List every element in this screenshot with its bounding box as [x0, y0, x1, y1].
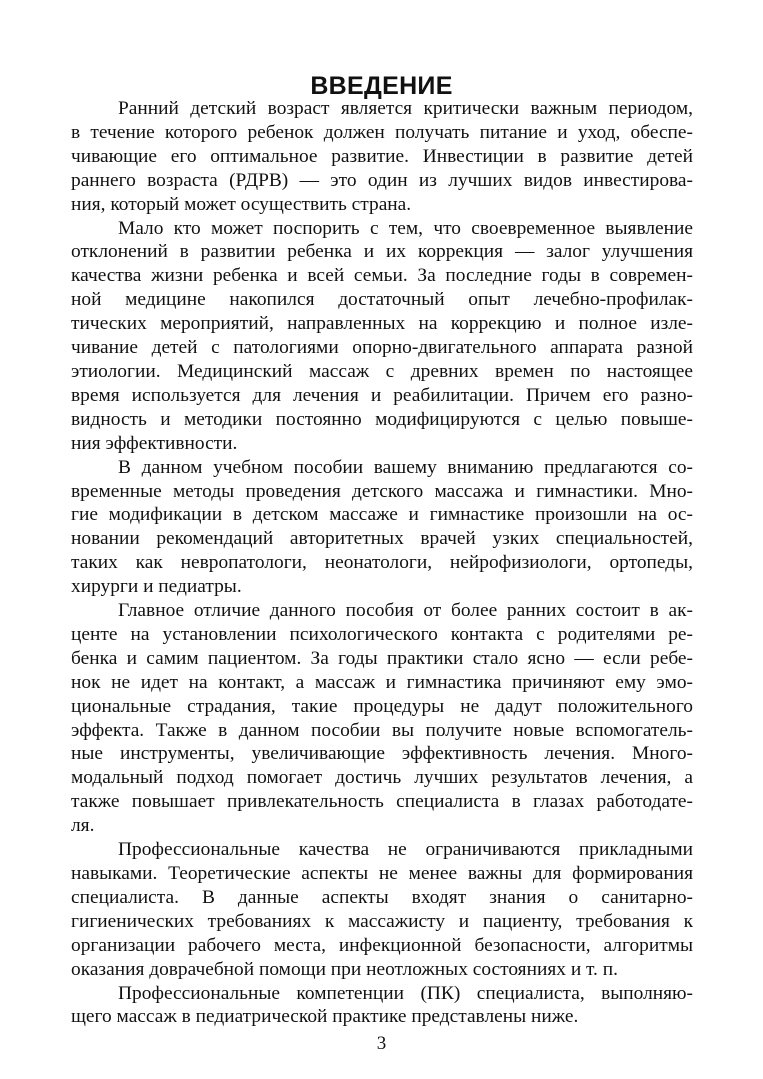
text-line: гие модификации в детском массаже и гимнастике произошли на ос- [71, 504, 693, 526]
text-line: ния эффективности. [71, 432, 238, 454]
paragraph [71, 599, 693, 838]
text-line: новании рекомендаций авторитетных врачей узких специальностей, [71, 528, 693, 550]
text-line: чивание детей с патологиями опорно-двигательного аппарата разной [71, 337, 693, 359]
text-line: специалиста. В данные аспекты входят знания о санитарно- [71, 886, 693, 908]
paragraph [71, 97, 693, 217]
text-line: ные инструменты, увеличивающие эффективность лечения. Много- [71, 743, 693, 765]
text-line: нок не идет на контакт, а массаж и гимнастика причиняют ему эмо- [71, 671, 693, 693]
text-line: отклонений в развитии ребенка и их коррекция — залог улучшения [71, 241, 693, 263]
text-line: В данном учебном пособии вашему вниманию предлагаются со- [118, 456, 693, 478]
text-line: Главное отличие данного пособия от более ранних состоит в ак- [118, 600, 693, 622]
text-line: качества жизни ребенка и всей семьи. За последние годы в современ- [71, 265, 693, 287]
text-line: эффекта. Также в данном пособии вы получите новые вспомогатель- [71, 719, 693, 741]
text-line: таких как невропатологи, неонатологи, нейрофизиологи, ортопеды, [71, 552, 693, 574]
text-line: модальный подход помогает достичь лучших результатов лечения, а [71, 767, 693, 789]
paragraph [71, 982, 693, 1030]
text-line: Профессиональные компетенции (ПК) специалиста, выполняю- [118, 982, 693, 1004]
text-line: ной медицине накопился достаточный опыт лечебно-профилак- [71, 289, 693, 311]
text-line: раннего возраста (РДРВ) — это один из лучших видов инвестирова- [71, 169, 693, 191]
text-line: циональные страдания, такие процедуры не дадут положительного [71, 695, 693, 717]
text-line: в течение которого ребенок должен получать питание и уход, обеспе- [71, 121, 693, 143]
text-line: Ранний детский возраст является критически важным периодом, [118, 98, 693, 119]
text-line: бенка и самим пациентом. За годы практики стало ясно — если ребе- [71, 647, 693, 669]
page-number: 3 [376, 1033, 387, 1054]
text-line: тических мероприятий, направленных на коррекцию и полное изле- [71, 313, 693, 335]
text-line: Мало кто может поспорить с тем, что своевременное выявление [118, 217, 693, 239]
text-line: щего массаж в педиатрической практике представлены ниже. [71, 1006, 579, 1028]
text-line: ля. [71, 815, 95, 837]
text-line: этиологии. Медицинский массаж с древних времен по настоящее [71, 360, 693, 382]
text-line: гигиенических требованиях к массажисту и пациенту, требования к [71, 910, 693, 932]
text-line: навыками. Теоретические аспекты не менее важны для формирования [71, 863, 693, 884]
text-line: Профессиональные качества не ограничиваются прикладными [118, 839, 693, 861]
text-line: чивающие его оптимальное развитие. Инвестиции в развитие детей [71, 145, 693, 167]
paragraph [71, 456, 693, 599]
text-line: организации рабочего места, инфекционной безопасности, алгоритмы [71, 934, 693, 956]
text-line: ния, который может осуществить страна. [71, 193, 412, 215]
text-line: видность и методики постоянно модифицируются с целью повыше- [71, 408, 693, 430]
text-line: хирурги и педиатры. [71, 576, 242, 598]
text-line: время используется для лечения и реабилитации. Причем его разно- [71, 384, 693, 406]
text-line: также повышает привлекательность специалиста в глазах работодате- [71, 791, 693, 813]
paragraph [71, 217, 693, 456]
text-line: центе на установлении психологического контакта с родителями ре- [71, 623, 693, 645]
text-line: оказания доврачебной помощи при неотложных состояниях и т. п. [71, 958, 618, 980]
page-title: ВВЕДЕНИЕ [310, 71, 453, 100]
paragraph [71, 838, 693, 981]
body-text [71, 97, 693, 1029]
text-line: временные методы проведения детского массажа и гимнастики. Мно- [71, 480, 693, 502]
